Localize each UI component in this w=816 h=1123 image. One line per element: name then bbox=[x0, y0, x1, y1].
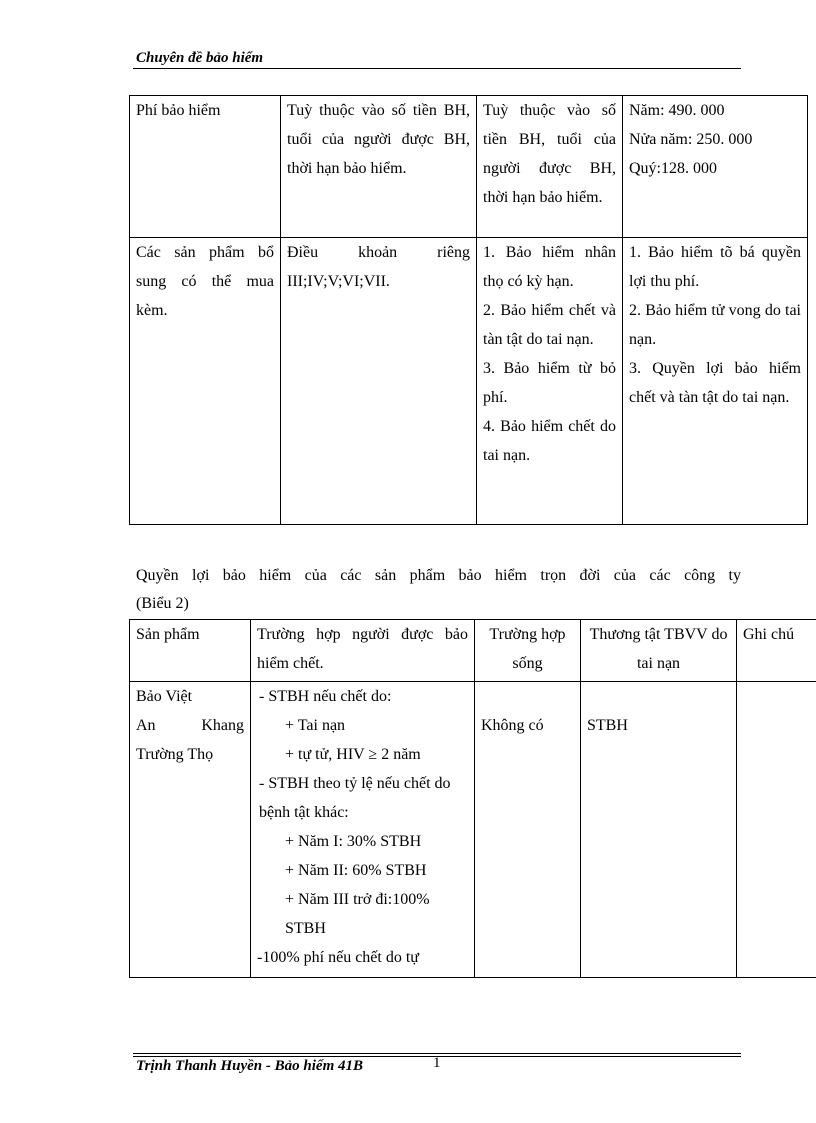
header-divider bbox=[133, 68, 741, 69]
table-header-row bbox=[130, 620, 816, 682]
table-cell: Phí bảo hiểm bbox=[130, 96, 281, 238]
page-number: 1 bbox=[433, 1055, 441, 1071]
table-cell: STBH bbox=[581, 682, 737, 978]
table-cell: Tuỳ thuộc vào số tiền BH, tuổi của người được BH, thời hạn bảo hiểm. bbox=[477, 96, 623, 238]
table-row bbox=[130, 96, 808, 238]
footer-divider bbox=[133, 1053, 741, 1054]
table2-intro: Quyền lợi bảo hiểm của các sản phẩm bảo hiểm trọn đời của các công ty (Biểu 2) bbox=[136, 567, 741, 612]
table-cell: Bảo Việt An Khang Trường Thọ bbox=[130, 682, 251, 978]
benefits-table bbox=[129, 619, 816, 978]
footer-author: Trịnh Thanh Huyền - Bảo hiểm 41B bbox=[136, 1058, 363, 1074]
page-header-title: Chuyên đề bảo hiểm bbox=[136, 50, 264, 66]
fee-comparison-table bbox=[129, 95, 808, 525]
table-cell: Điều khoản riêng III;IV;V;VI;VII. bbox=[281, 238, 477, 525]
table-cell: 1. Bảo hiểm tõ bá quyền lợi thu phí. 2. Bảo hiểm tử vong do tai nạn. 3. Quyền lợi bảo hiểm chết và tàn tật do tai nạn. bbox=[623, 238, 808, 525]
table-row bbox=[130, 238, 808, 525]
column-header: Trường hợp sống bbox=[475, 620, 581, 682]
table-cell: Năm: 490. 000 Nửa năm: 250. 000 Quý:128. 000 bbox=[623, 96, 808, 238]
column-header: Thương tật TBVV do tai nạn bbox=[581, 620, 737, 682]
table-cell: Các sản phẩm bổ sung có thể mua kèm. bbox=[130, 238, 281, 525]
table-cell: - STBH nếu chết do: + Tai nạn + tự tử, HIV ≥ 2 năm - STBH theo tỷ lệ nếu chết do bệnh tật khác: + Năm I: 30% STBH + Năm II: 60% STBH + Năm III trở đi:100% STBH -100% phí nếu chết do tự bbox=[251, 682, 475, 978]
table-cell: Tuỳ thuộc vào số tiền BH, tuổi của người được BH, thời hạn bảo hiểm. bbox=[281, 96, 477, 238]
table-cell: 1. Bảo hiểm nhân thọ có kỳ hạn. 2. Bảo hiểm chết và tàn tật do tai nạn. 3. Bảo hiểm từ bỏ phí. 4. Bảo hiểm chết do tai nạn. bbox=[477, 238, 623, 525]
column-header: Ghi chú bbox=[737, 620, 816, 682]
column-header: Sản phẩm bbox=[130, 620, 251, 682]
table-row bbox=[130, 682, 816, 978]
column-header: Trường hợp người được bảo hiểm chết. bbox=[251, 620, 475, 682]
table-cell bbox=[737, 682, 816, 978]
table-cell: Không có bbox=[475, 682, 581, 978]
